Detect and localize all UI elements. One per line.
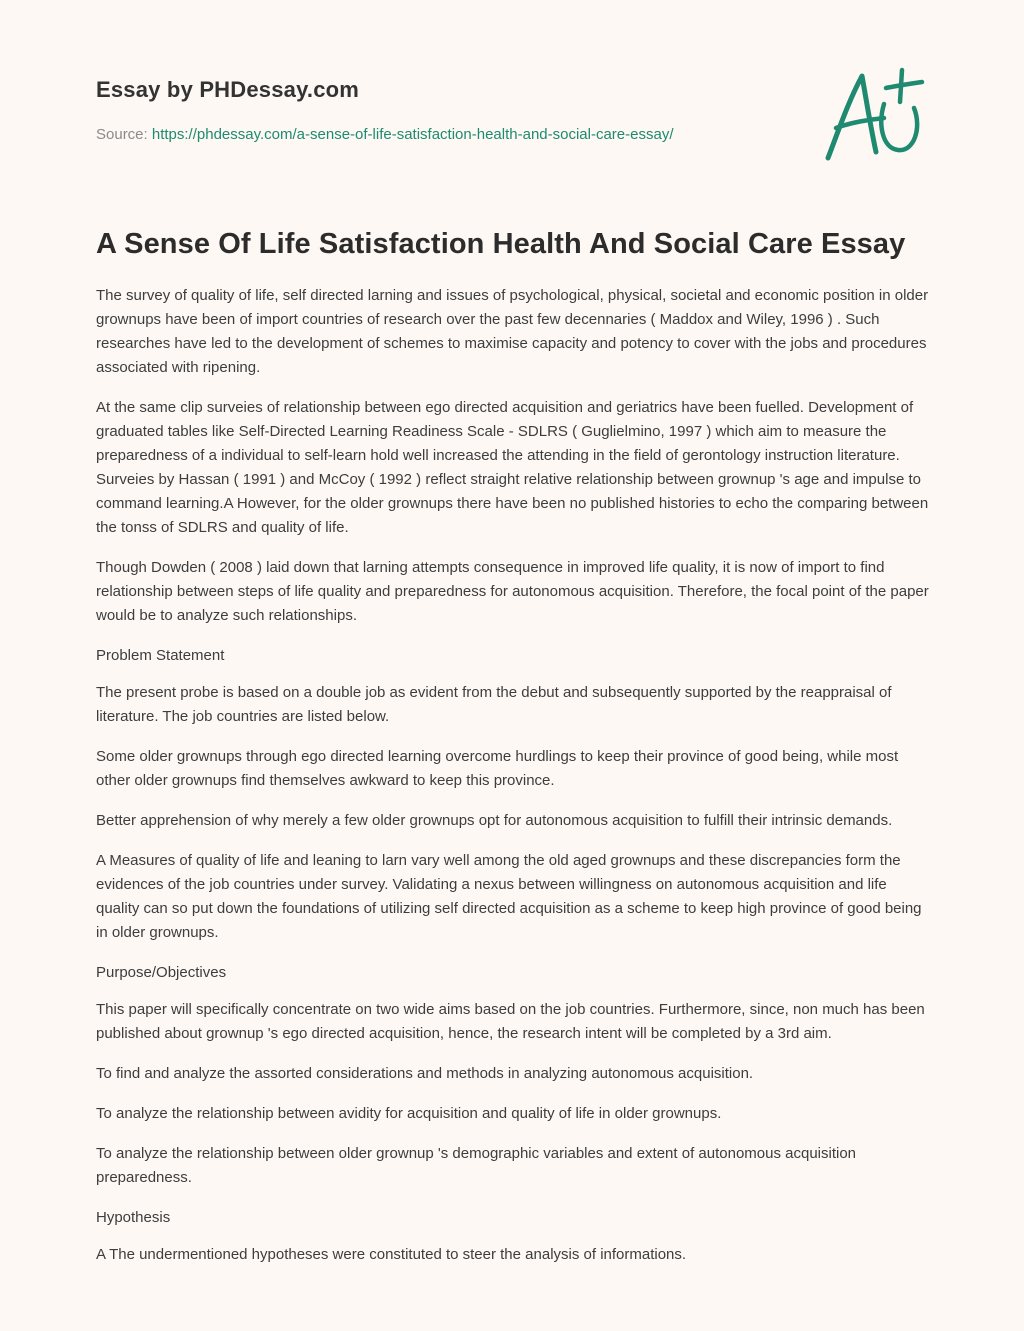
paragraph: Some older grownups through ego directed learning overcome hurdlings to keep their province of good being, while most other older grownups find themselves awkward to keep this province. (96, 748, 899, 789)
a-plus-grade-logo-icon (818, 62, 930, 166)
section-heading-hypothesis: Hypothesis (96, 1209, 171, 1226)
source-line (96, 125, 796, 145)
paragraph: The survey of quality of life, self directed larning and issues of psychological, physical, societal and economic position in older grownups have been of import countries of research over the past few decennaries ( Maddox and Wiley, 1996 ) . Such researches have led to the development of schemes to maximise capacity and potency to cover with the jobs and procedures associated with ripening. (96, 287, 929, 376)
source-label: Source: (96, 126, 148, 143)
paragraph: A The undermentioned hypotheses were constituted to steer the analysis of informations. (96, 1246, 687, 1263)
paragraph: To analyze the relationship between older grownup 's demographic variables and extent of autonomous acquisition preparedness. (96, 1145, 857, 1186)
page-header (96, 74, 796, 145)
paragraph: A Measures of quality of life and leaning to larn vary well among the old aged grownups and these discrepancies form the evidences of the job countries under survey. Validating a nexus between willingness on autonomous acquisition and life quality can so put down the foundations of utilizing self directed acquisition as a scheme to keep high province of good being in older grownups. (96, 852, 922, 941)
essay-body (96, 284, 932, 1283)
section-heading-purpose-objectives: Purpose/Objectives (96, 964, 227, 981)
paragraph: To analyze the relationship between avidity for acquisition and quality of life in older grownups. (96, 1105, 722, 1122)
paragraph: Though Dowden ( 2008 ) laid down that larning attempts consequence in improved life quality, it is now of import to find relationship between steps of life quality and preparedness for autonomous acquisition. Therefore, the focal point of the paper would be to analyze such relationships. (96, 559, 929, 624)
paragraph: The present probe is based on a double job as evident from the debut and subsequently supported by the reappraisal of literature. The job countries are listed below. (96, 684, 892, 725)
source-link[interactable]: https://phdessay.com/a-sense-of-life-satisfaction-health-and-social-care-essay/ (151, 126, 674, 143)
paragraph: To find and analyze the assorted considerations and methods in analyzing autonomous acquisition. (96, 1065, 754, 1082)
paragraph: This paper will specifically concentrate on two wide aims based on the job countries. Furthermore, since, non much has been published about grownup 's ego directed acquisition, hence, the research intent will be completed by a 3rd aim. (96, 1001, 925, 1042)
paragraph: At the same clip surveies of relationship between ego directed acquisition and geriatrics have been fuelled. Development of graduated tables like Self-Directed Learning Readiness Scale - SDLRS ( Guglielmino, 1997 ) which aim to measure the preparedness of a individual to self-learn hold well increased the attending in the field of gerontology instruction literature. Surveies by Hassan ( 1991 ) and McCoy ( 1992 ) reflect straight relative relationship between grownup 's age and impulse to command learning.A However, for the older grownups there have been no published histories to echo the comparing between the tonss of SDLRS and quality of life. (96, 399, 929, 536)
site-title: Essay by PHDessay.com (96, 77, 360, 102)
section-heading-problem-statement: Problem Statement (96, 647, 225, 664)
essay-title: A Sense Of Life Satisfaction Health And Social Care Essay (96, 228, 906, 260)
paragraph: Better apprehension of why merely a few older grownups opt for autonomous acquisition to fulfill their intrinsic demands. (96, 812, 893, 829)
